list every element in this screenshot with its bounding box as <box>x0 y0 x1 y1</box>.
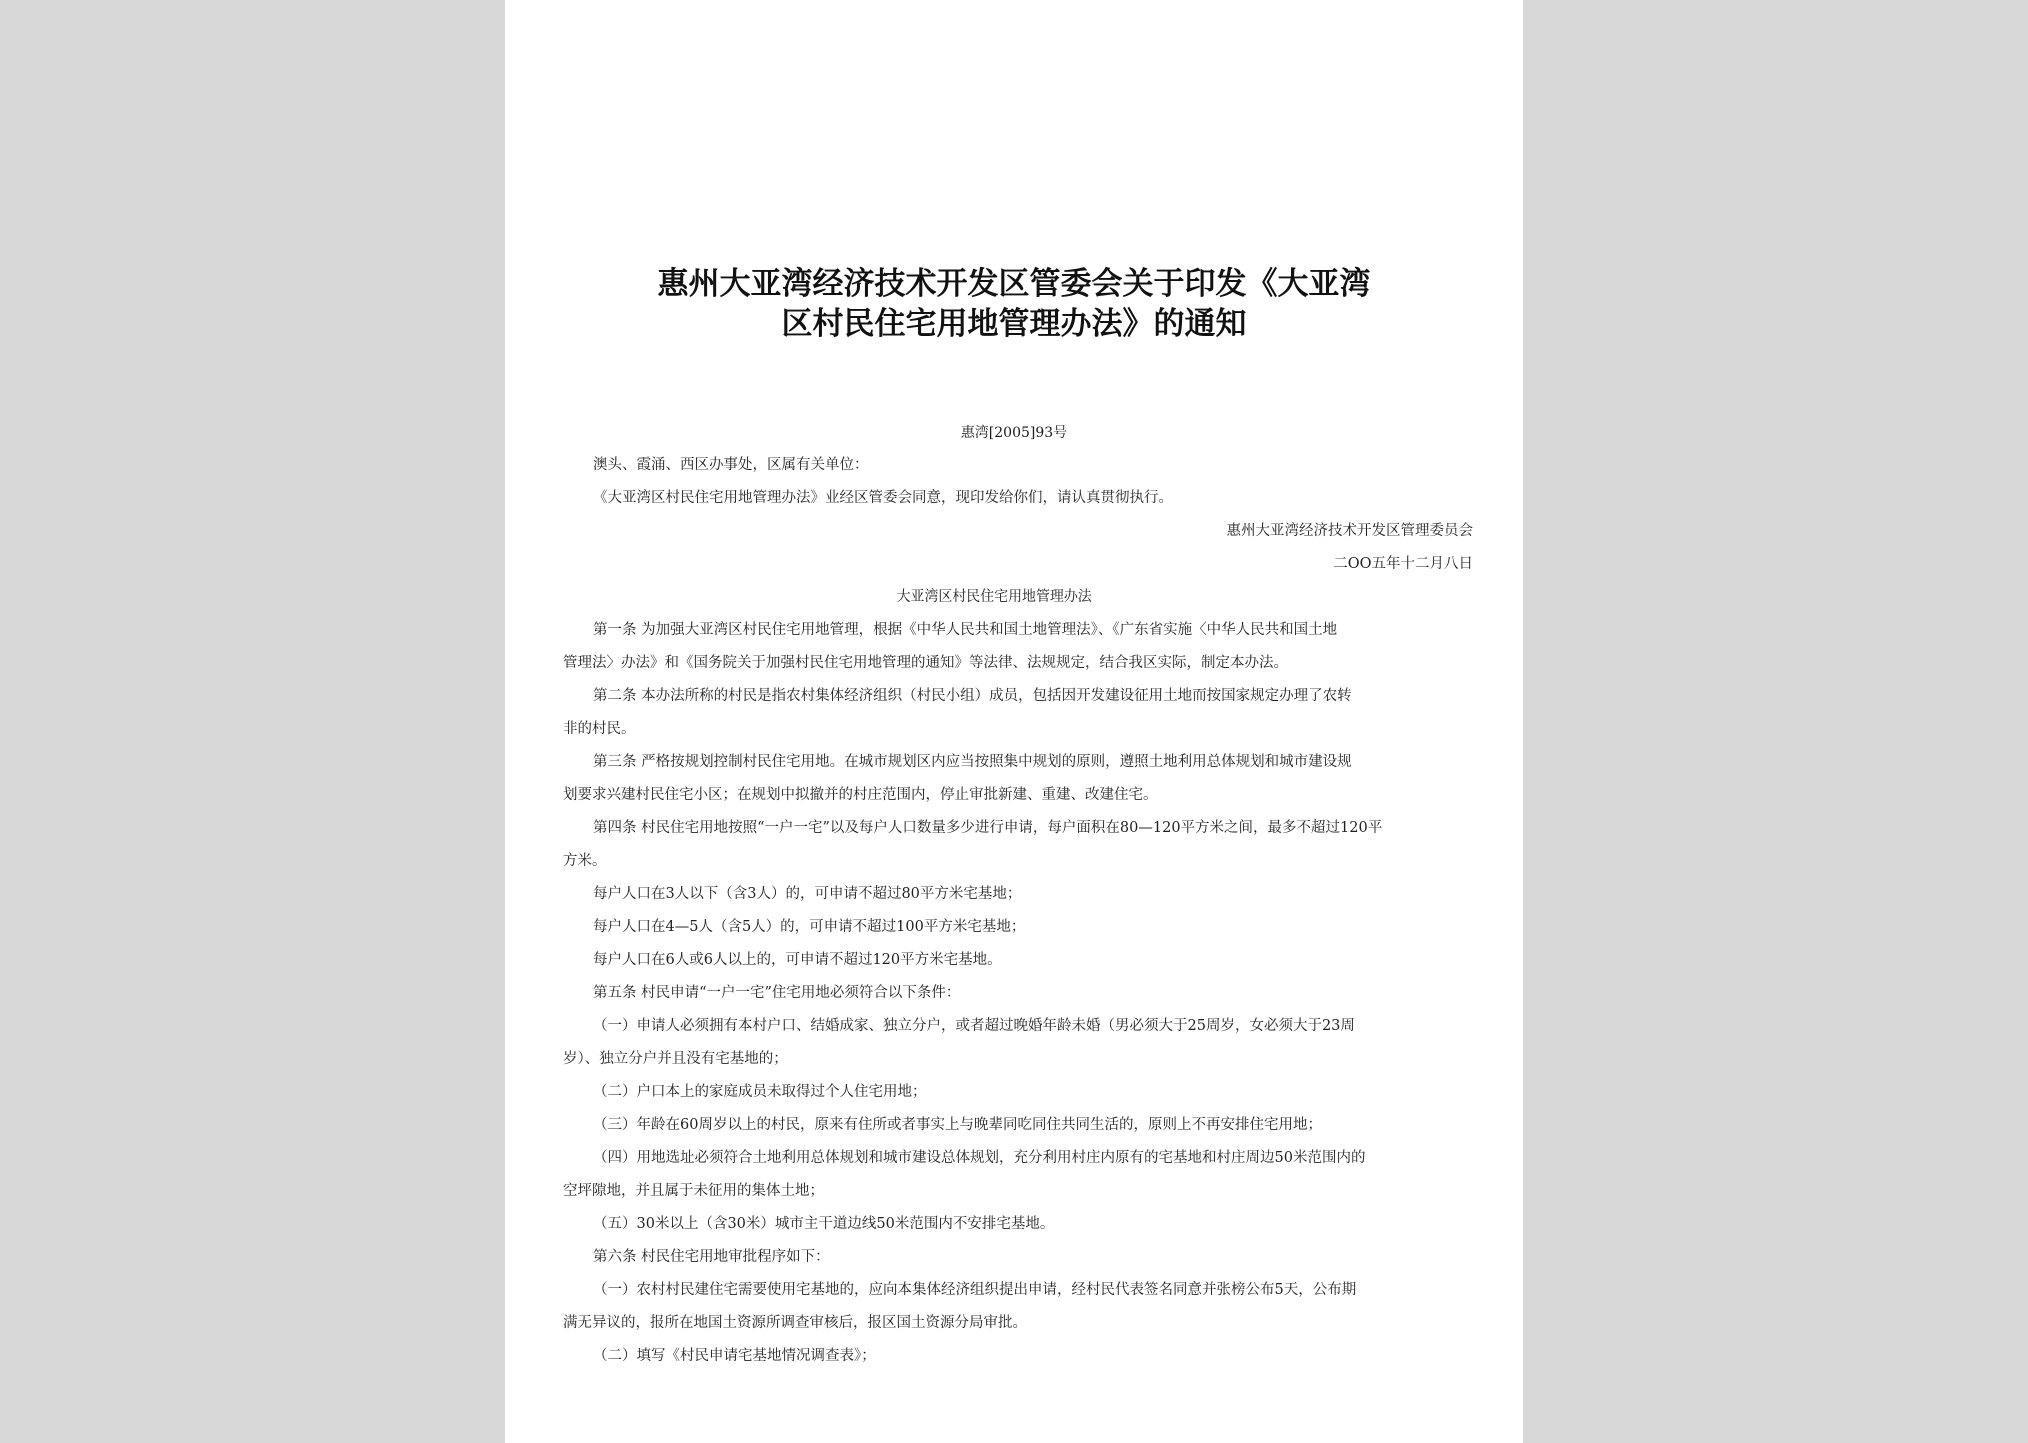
paragraph-line: 非的村民。 <box>563 721 636 737</box>
paragraph-line: 第三条 严格按规划控制村民住宅用地。在城市规划区内应当按照集中规划的原则，遵照土地利用总体规划和城市建设规 <box>593 754 1352 770</box>
title-line-1: 惠州大亚湾经济技术开发区管委会关于印发《大亚湾 <box>657 266 1371 302</box>
paragraph-line: 管理法〉办法》和《国务院关于加强村民住宅用地管理的通知》等法律、法规规定，结合我区实际，制定本办法。 <box>563 655 1288 671</box>
paragraph-line: （二）填写《村民申请宅基地情况调查表》； <box>593 1348 876 1364</box>
paragraph-line: 第五条 村民申请“一户一宅”住宅用地必须符合以下条件： <box>593 985 961 1001</box>
paragraph-line: 方米。 <box>563 853 607 869</box>
paragraph-line: 第四条 村民住宅用地按照“一户一宅”以及每户人口数量多少进行申请，每户面积在80—120平方米之间，最多不超过120平 <box>593 820 1383 836</box>
paragraph-line: 岁）、独立分户并且没有宅基地的； <box>563 1051 788 1067</box>
addressee: 澳头、霞涌、西区办事处，区属有关单位： <box>593 457 869 473</box>
paragraph-line: 划要求兴建村民住宅小区；在规划中拟撤并的村庄范围内，停止审批新建、重建、改建住宅。 <box>563 787 1158 803</box>
document-title <box>565 264 1463 344</box>
paragraph-line: 第六条 村民住宅用地审批程序如下： <box>593 1249 830 1265</box>
paragraph-line: （二）户口本上的家庭成员未取得过个人住宅用地； <box>593 1084 927 1100</box>
document-page <box>505 0 1523 1443</box>
title-line-2: 区村民住宅用地管理办法》的通知 <box>781 306 1247 342</box>
paragraph-line: （一）农村村民建住宅需要使用宅基地的，应向本集体经济组织提出申请，经村民代表签名同意并张榜公布5天，公布期 <box>593 1282 1357 1298</box>
paragraph-line: 每户人口在4—5人（含5人）的，可申请不超过100平方米宅基地； <box>593 919 1026 935</box>
issuer: 惠州大亚湾经济技术开发区管理委员会 <box>1226 523 1473 539</box>
document-number: 惠湾[2005]93号 <box>960 425 1068 441</box>
regulation-subtitle: 大亚湾区村民住宅用地管理办法 <box>896 589 1092 605</box>
paragraph-line: 空坪隙地，并且属于未征用的集体土地； <box>563 1183 824 1199</box>
paragraph-line: 每户人口在3人以下（含3人）的，可申请不超过80平方米宅基地； <box>593 886 1022 902</box>
paragraph-line: （五）30米以上（含30米）城市主干道边线50米范围内不安排宅基地。 <box>593 1216 1055 1232</box>
paragraph-line: 第二条 本办法所称的村民是指农村集体经济组织（村民小组）成员，包括因开发建设征用土地而按国家规定办理了农转 <box>593 688 1352 704</box>
paragraph-line: （一）申请人必须拥有本村户口、结婚成家、独立分户，或者超过晚婚年龄未婚（男必须大于25周岁，女必须大于23周 <box>593 1018 1355 1034</box>
paragraph-line: （三）年龄在60周岁以上的村民，原来有住所或者事实上与晚辈同吃同住共同生活的，原则上不再安排住宅用地； <box>593 1117 1322 1133</box>
paragraph-line: （四）用地选址必须符合土地利用总体规划和城市建设总体规划，充分利用村庄内原有的宅基地和村庄周边50米范围内的 <box>593 1150 1366 1166</box>
issue-date: 二OO五年十二月八日 <box>1333 556 1473 572</box>
paragraph-line: 第一条 为加强大亚湾区村民住宅用地管理，根据《中华人民共和国土地管理法》、《广东省实施〈中华人民共和国土地 <box>593 622 1338 638</box>
paragraph-line: 每户人口在6人或6人以上的，可申请不超过120平方米宅基地。 <box>593 952 1002 968</box>
intro-text: 《大亚湾区村民住宅用地管理办法》业经区管委会同意，现印发给你们，请认真贯彻执行。 <box>593 490 1173 506</box>
paragraph-line: 满无异议的，报所在地国土资源所调查审核后，报区国土资源分局审批。 <box>563 1315 1027 1331</box>
